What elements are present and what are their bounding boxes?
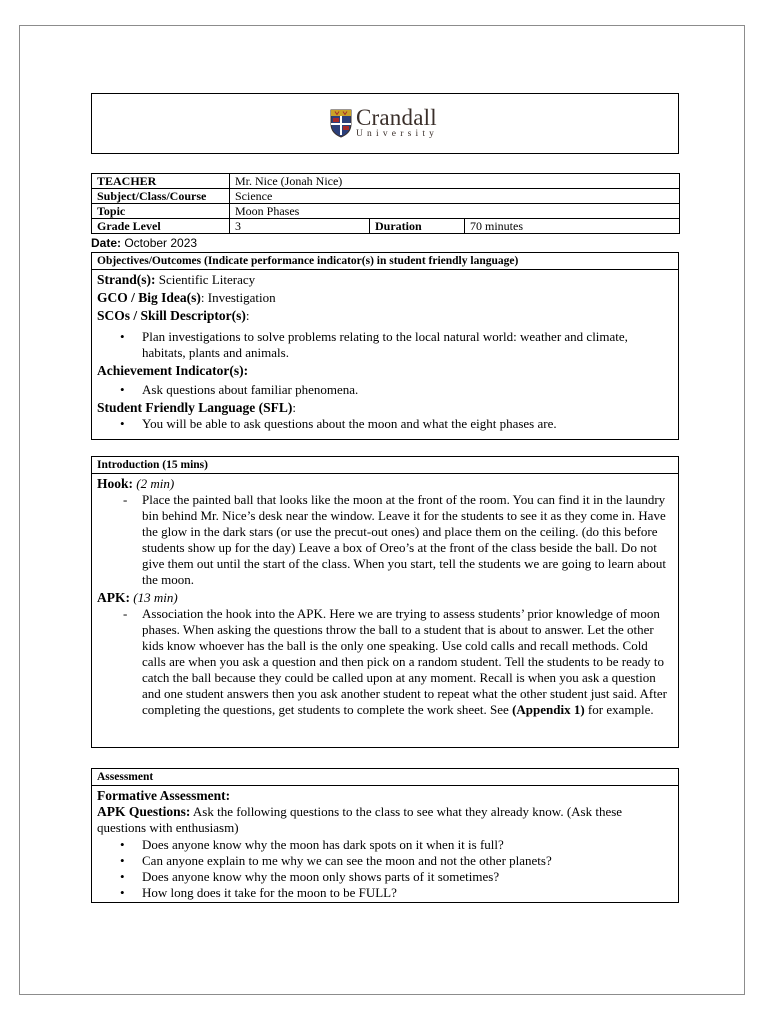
topic-label: Topic [92,204,230,219]
duration-value: 70 minutes [465,219,680,234]
introduction-header: Introduction (15 mins) [92,457,678,474]
list-item: • Ask questions about familiar phenomena. [97,382,673,398]
assessment-section [91,768,679,903]
table-row [92,204,680,219]
logo-header-box [91,93,679,154]
list-item: - Place the painted ball that looks like the moon at the front of the room. You can find it in the laundry bin behind Mr. Nice’s desk near the window. Leave it for the students to see it as they come in. Have the glow in the dark stars (or use the precut-out ones) and place them on the ceiling. (do this before students show up for the day) Leave a box of Oreo’s at the front of the class beside the ball. Do not give them out until the start of the class. When you start, tell the students we are going to learn about the moon. [97,492,673,588]
formative-label: Formative Assessment: [97,788,231,803]
teacher-label: TEACHER [92,174,230,189]
table-row [92,189,680,204]
assessment-header: Assessment [92,769,678,786]
crandall-logo [330,106,438,140]
gco-value: : Investigation [200,290,276,305]
list-item: • Does anyone know why the moon only shows parts of it sometimes? [97,869,673,885]
date-value: October 2023 [121,236,198,250]
introduction-section [91,456,679,748]
date-line [91,236,197,250]
topic-value: Moon Phases [230,204,680,219]
list-item: • Does anyone know why the moon has dark spots on it when it is full? [97,837,673,853]
table-row [92,174,680,189]
logo-name: Crandall [356,105,437,130]
strand-value: Scientific Literacy [155,272,256,287]
apk-questions-label: APK Questions: [97,804,191,819]
lesson-info-table [91,173,680,234]
hook-label: Hook: [97,476,134,491]
logo-subtitle: University [356,129,439,139]
apk-label: APK: [97,590,130,605]
apk-tail: for example. [584,702,654,717]
list-item: • Can anyone explain to me why we can see the moon and not the other planets? [97,853,673,869]
sfl-colon: : [292,400,297,415]
date-label: Date: [91,236,122,250]
subject-label: Subject/Class/Course [92,189,230,204]
apk-time: (13 min) [130,590,178,605]
objectives-header: Objectives/Outcomes (Indicate performance indicator(s) in student friendly language) [92,253,678,270]
grade-value: 3 [230,219,370,234]
gco-label: GCO / Big Idea(s) [97,290,201,305]
sfl-label: Student Friendly Language (SFL) [97,400,293,415]
list-item: • You will be able to ask questions about the moon and what the eight phases are. [97,416,673,432]
teacher-value: Mr. Nice (Jonah Nice) [230,174,680,189]
sco-label: SCOs / Skill Descriptor(s) [97,308,246,323]
sco-colon: : [245,308,250,323]
apk-text: Association the hook into the APK. Here we are trying to assess students’ prior knowledge of moon phases. When asking the questions throw the ball to a student that is about to answer. Let the other kids know whoever has the ball is the only one speaking. Use cold calls and recall methods. Cold calls are when you ask a question and then pick on a random student. Tell the students to be ready to catch the ball because they could be called upon at any moment. Recall is when you ask a question and one student answers then you ask another student to repeat what the other student just said. After completing the questions, get students to complete the work sheet. See [142,606,667,717]
hook-time: (2 min) [133,476,175,491]
table-row [92,219,680,234]
strand-label: Strand(s): [97,272,156,287]
grade-label: Grade Level [92,219,230,234]
duration-label: Duration [370,219,465,234]
appendix-reference: (Appendix 1) [512,702,585,717]
list-item [97,606,673,718]
achievement-label: Achievement Indicator(s): [97,363,249,378]
list-item: • Plan investigations to solve problems relating to the local natural world: weather and climate, habitats, plants and animals. [97,329,673,361]
list-item: • How long does it take for the moon to be FULL? [97,885,673,901]
subject-value: Science [230,189,680,204]
objectives-section [91,252,679,440]
crest-icon [330,108,352,138]
apk-questions-text: Ask the following questions to the class to see what they already know. (Ask these questions with enthusiasm) [97,804,623,835]
